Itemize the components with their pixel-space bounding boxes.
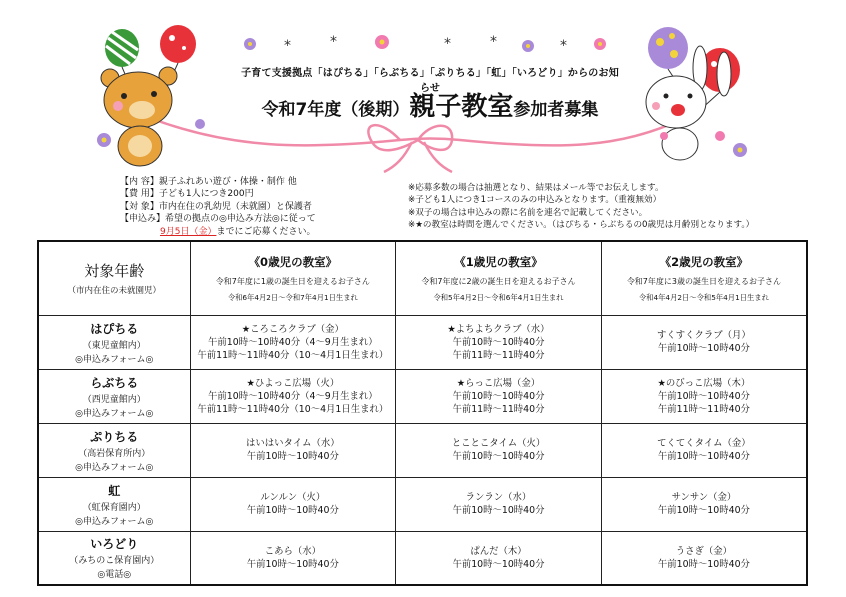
- info-fee: 【費 用】子ども1人につき200円: [120, 189, 254, 200]
- table-row: [38, 369, 807, 423]
- session-time: 午前10時～10時40分: [452, 390, 545, 402]
- session-time: 午前10時～10時40分: [452, 451, 545, 462]
- class-dates: 令和6年4月2日～令和7年4月1日生まれ: [227, 292, 358, 302]
- svg-text:*: *: [560, 38, 567, 54]
- schedule-cell: [396, 423, 602, 477]
- deadline-date: 9月5日（金）: [160, 226, 217, 237]
- session-name: はいはいタイム（水）: [246, 438, 340, 449]
- session-time: 午前11時～11時40分: [657, 403, 750, 415]
- location-place: （西児童館内）: [82, 394, 146, 405]
- location-cell: [38, 531, 190, 585]
- location-cell: [38, 477, 190, 531]
- class-desc: 令和7年度に1歳の誕生日を迎えるお子さん: [215, 276, 370, 286]
- notes: [408, 182, 840, 232]
- session-name: ★のびっこ広場（木）: [657, 377, 751, 389]
- location-cell: [38, 315, 190, 369]
- session-name: ルンルン（火）: [260, 492, 326, 503]
- session-name: ★よちよちクラブ（水）: [447, 323, 550, 335]
- class-name: 《2歳児の教室》: [659, 254, 749, 269]
- note-item: ※★の教室は時間を選んでください。（はぴちる・らぶちるの0歳児は月齢別となります。）: [408, 220, 755, 231]
- schedule-cell: [190, 315, 396, 369]
- class-name: 《1歳児の教室》: [454, 254, 543, 269]
- apply-method[interactable]: ◎申込みフォーム◎: [75, 516, 154, 527]
- session-name: ★ころころクラブ（金）: [241, 323, 344, 335]
- header-banner: [0, 0, 846, 175]
- info-deadline-row: [120, 226, 410, 238]
- schedule-cell: [396, 477, 602, 531]
- class-header-2: [601, 241, 807, 315]
- location-place: （高岩保育所内）: [78, 448, 151, 459]
- schedule-cell: [396, 315, 602, 369]
- class-desc: 令和7年度に2歳の誕生日を迎えるお子さん: [421, 276, 576, 286]
- age-header-title: 対象年齢: [84, 262, 145, 281]
- schedule-cell: [190, 477, 396, 531]
- session-name: サンサン（金）: [671, 492, 737, 503]
- location-place: （虹保育園内）: [82, 502, 146, 513]
- session-time: 午前11時～11時40分: [452, 403, 545, 415]
- apply-method[interactable]: ◎申込みフォーム◎: [75, 354, 154, 365]
- schedule-cell: [396, 369, 602, 423]
- banner-subtitle: 子育て支援拠点「はぴちる」「らぶちる」「ぷりちる」「虹」「いろどり」からのお知らせ: [241, 68, 619, 94]
- session-time: 午前10時～10時40分: [657, 343, 750, 354]
- location-name: ぷりちる: [90, 429, 139, 444]
- apply-method: ◎電話◎: [97, 570, 132, 581]
- class-dates: 令和5年4月2日～令和6年4月1日生まれ: [433, 292, 564, 302]
- table-row: [38, 423, 807, 477]
- session-time: 午前10時～10時40分: [657, 390, 750, 402]
- note-item: ※応募多数の場合は抽選となり、結果はメール等でお伝えします。: [408, 183, 664, 193]
- svg-text:*: *: [490, 34, 497, 50]
- schedule-cell: [601, 369, 807, 423]
- schedule-cell: [190, 531, 396, 585]
- schedule-cell: [601, 477, 807, 531]
- table-row: [38, 477, 807, 531]
- session-time: 午前10時～10時40分（4～9月生まれ）: [208, 336, 378, 348]
- location-name: いろどり: [90, 537, 139, 552]
- schedule-cell: [190, 423, 396, 477]
- table-row: [38, 531, 807, 585]
- page-title: [215, 86, 645, 123]
- session-time: 午前10時～10時40分: [657, 558, 750, 570]
- title-prefix: 令和7年度（後期）: [261, 100, 410, 120]
- location-place: （みちのこ保育園内）: [69, 556, 160, 567]
- session-time: 午前10時～10時40分: [246, 505, 339, 516]
- session-name: ぱんだ（木）: [470, 545, 527, 557]
- schedule-cell: [396, 531, 602, 585]
- session-name: すくすくクラブ（月）: [657, 330, 751, 341]
- class-header-0: [190, 241, 396, 315]
- session-time: 午前10時～10時40分: [657, 451, 750, 462]
- table-row: [38, 315, 807, 369]
- schedule-cell: [190, 369, 396, 423]
- session-time: 午前11時～11時40分: [452, 349, 545, 361]
- svg-text:*: *: [444, 36, 451, 52]
- table-header-row: [38, 241, 807, 315]
- location-name: らぶちる: [90, 375, 139, 390]
- class-dates: 令和4年4月2日～令和5年4月1日生まれ: [638, 292, 769, 302]
- info-apply: 【申込み】希望の拠点の◎申込み方法◎に従って: [120, 214, 316, 225]
- location-name: 虹: [108, 483, 121, 498]
- session-time: 午前10時～10時40分: [452, 336, 545, 348]
- session-time: 午前10時～10時40分: [246, 451, 339, 462]
- session-time: 午前10時～10時40分: [452, 558, 545, 570]
- note-item: ※双子の場合は申込みの際に名前を連名で記載してください。: [408, 207, 648, 218]
- session-time: 午前11時～11時40分（10～4月1日生まれ）: [197, 403, 389, 415]
- session-time: 午前10時～10時40分: [657, 505, 750, 516]
- session-name: こあら（水）: [264, 545, 321, 557]
- info-content: 【内 容】親子ふれあい遊び・体操・制作 他: [120, 177, 297, 187]
- class-header-1: [396, 241, 602, 315]
- age-header-cell: [38, 241, 190, 315]
- session-name: うさぎ（金）: [675, 545, 733, 557]
- bear-character-icon: [101, 67, 177, 166]
- age-header-sub: （市内在住の未就園児）: [67, 286, 161, 297]
- session-name: ★らっこ広場（金）: [456, 377, 541, 389]
- session-time: 午前10時～10時40分（4～9月生まれ）: [208, 390, 378, 402]
- session-name: とことこタイム（火）: [451, 438, 546, 449]
- title-suffix: 参加者募集: [513, 100, 599, 120]
- location-place: （東児童館内）: [82, 340, 146, 351]
- apply-method[interactable]: ◎申込みフォーム◎: [75, 462, 154, 473]
- session-name: ランラン（水）: [465, 492, 532, 503]
- note-item: ※子ども1人につき1コースのみの申込みとなります。（重複無効）: [408, 195, 662, 206]
- svg-text:*: *: [284, 38, 291, 54]
- schedule-cell: [601, 531, 807, 585]
- class-name: 《0歳児の教室》: [248, 254, 338, 269]
- schedule-cell: [601, 423, 807, 477]
- session-name: ★ひよっこ広場（火）: [246, 377, 340, 389]
- session-name: てくてくタイム（金）: [657, 438, 751, 449]
- deadline-suffix: までにご応募ください。: [216, 226, 316, 237]
- info-target: 【対 象】市内在住の乳幼児（未就園）と保護者: [120, 201, 312, 212]
- session-time: 午前11時～11時40分（10～4月1日生まれ）: [197, 349, 389, 361]
- schedule-table: [37, 240, 808, 586]
- class-desc: 令和7年度に3歳の誕生日を迎えるお子さん: [626, 276, 781, 286]
- apply-method[interactable]: ◎申込みフォーム◎: [75, 408, 154, 419]
- location-cell: [38, 423, 190, 477]
- session-time: 午前10時～10時40分: [452, 505, 545, 516]
- session-time: 午前10時～10時40分: [246, 558, 339, 570]
- ribbon-icon: [150, 118, 680, 172]
- location-cell: [38, 369, 190, 423]
- title-main: 親子教室: [409, 92, 514, 122]
- info-details: [120, 176, 410, 238]
- schedule-cell: [601, 315, 807, 369]
- svg-text:*: *: [330, 34, 337, 50]
- location-name: はぴちる: [90, 321, 139, 336]
